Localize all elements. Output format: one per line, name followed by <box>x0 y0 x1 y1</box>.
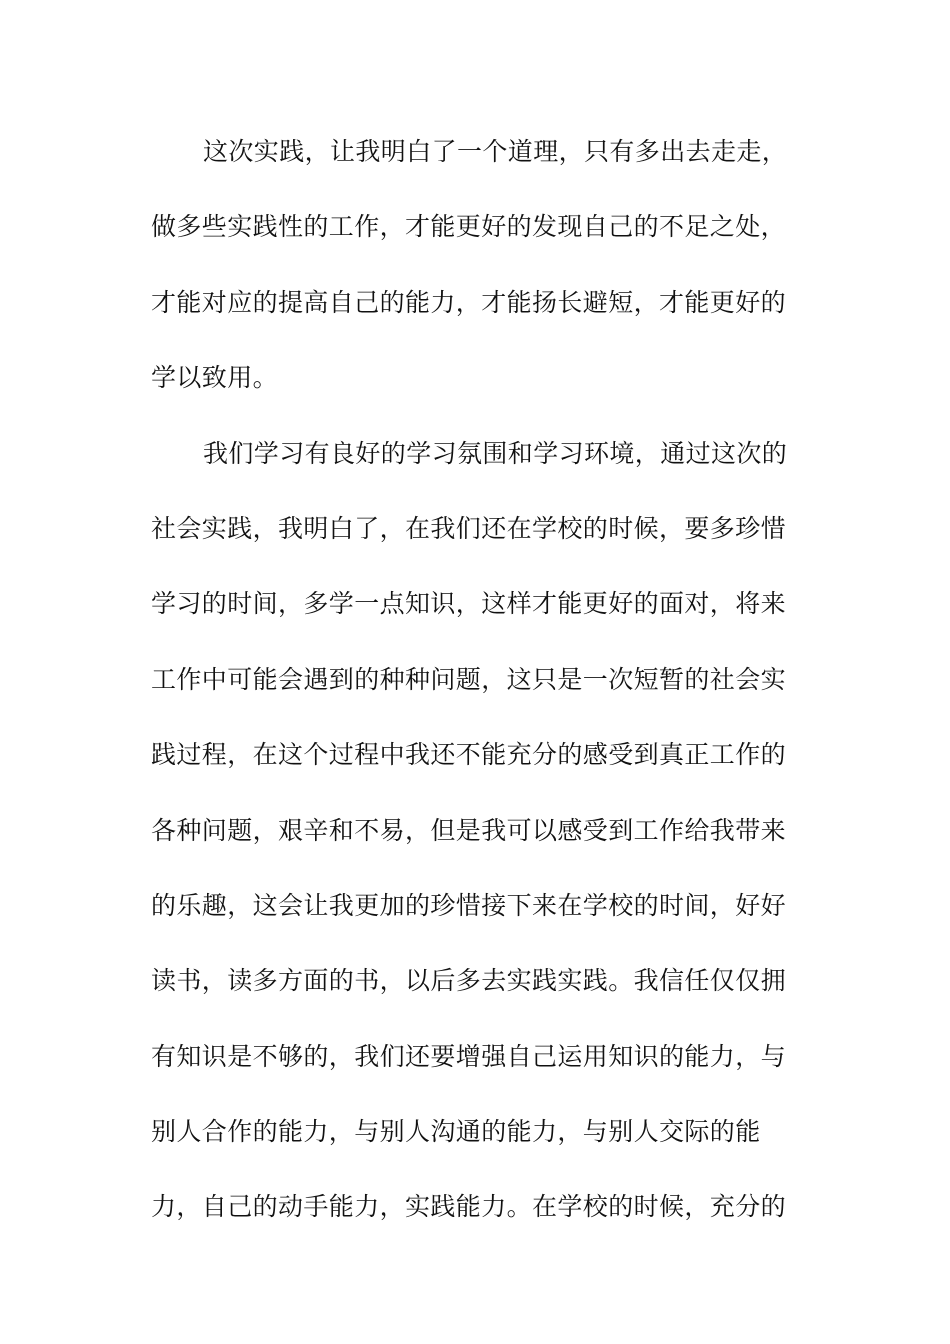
paragraph-line: 社会实践，我明白了，在我们还在学校的时候，要多珍惜 <box>151 513 787 543</box>
paragraph-line: 工作中可能会遇到的种种问题，这只是一次短暂的社会实 <box>151 664 787 694</box>
paragraph-line: 我们学习有良好的学习氛围和学习环境，通过这次的 <box>203 438 788 468</box>
paragraph-line: 践过程，在这个过程中我还不能充分的感受到真正工作的 <box>151 740 787 770</box>
paragraph-line: 有知识是不够的，我们还要增强自己运用知识的能力，与 <box>151 1041 787 1071</box>
paragraph-line: 读书，读多方面的书，以后多去实践实践。我信任仅仅拥 <box>151 966 787 996</box>
paragraph-1 <box>151 127 791 429</box>
paragraph-line: 各种问题，艰辛和不易，但是我可以感受到工作给我带来 <box>151 815 787 845</box>
body-text <box>151 127 791 1258</box>
paragraph-line: 做多些实践性的工作，才能更好的发现自己的不足之处， <box>151 212 787 242</box>
paragraph-line: 学以致用。 <box>151 363 279 393</box>
paragraph-line: 才能对应的提高自己的能力，才能扬长避短，才能更好的 <box>151 287 787 317</box>
paragraph-line: 这次实践，让我明白了一个道理，只有多出去走走， <box>203 137 788 166</box>
paragraph-2 <box>151 429 791 1258</box>
paragraph-line: 学习的时间，多学一点知识，这样才能更好的面对，将来 <box>151 589 787 619</box>
paragraph-line: 力，自己的动手能力，实践能力。在学校的时候，充分的 <box>151 1192 787 1222</box>
paragraph-line: 的乐趣，这会让我更加的珍惜接下来在学校的时间，好好 <box>151 890 787 920</box>
paragraph-line: 别人合作的能力，与别人沟通的能力，与别人交际的能 <box>151 1117 761 1147</box>
